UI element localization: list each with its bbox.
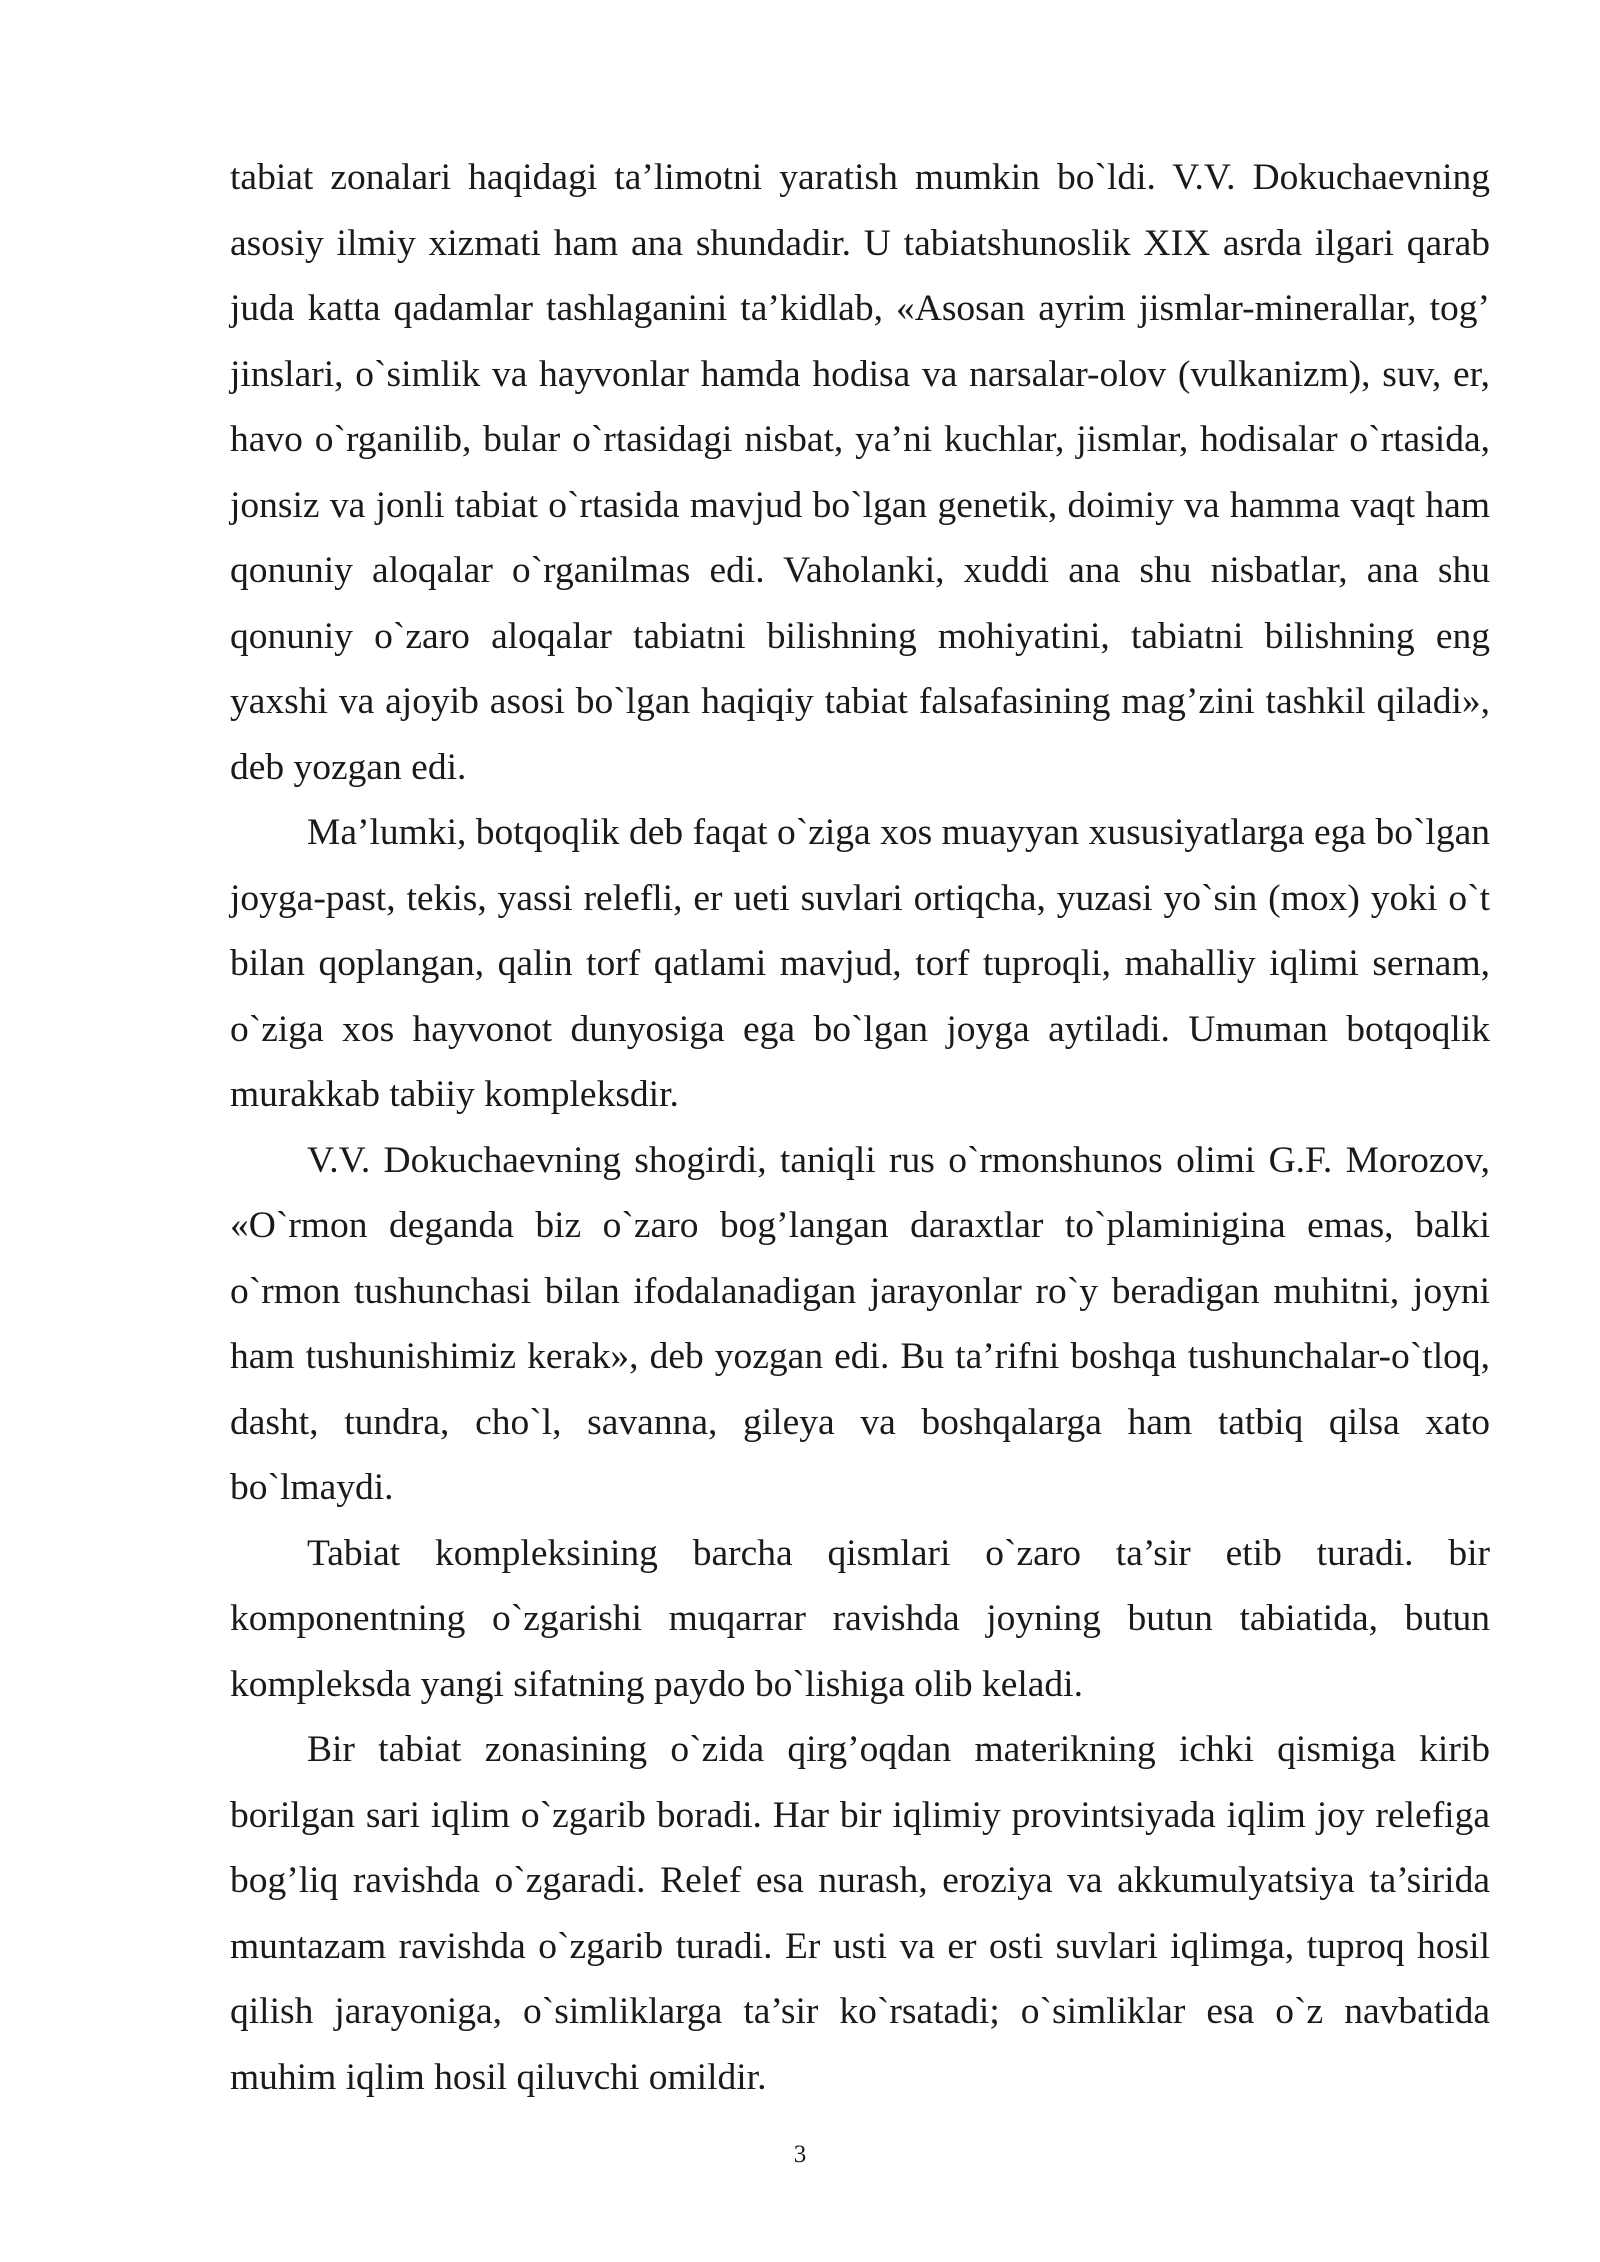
- paragraph-2: Ma’lumki, botqoqlik deb faqat o`ziga xos muayyan xususiyatlarga ega bo`lgan joyga-past, tekis, yassi relefli, er ueti suvlari ortiqcha, yuzasi yo`sin (mox) yoki o`t bilan qoplangan, qalin torf qatlami mavjud, torf tuproqli, mahalliy iqlimi sernam, o`ziga xos hayvonot dunyosiga ega bo`lgan joyga aytiladi. Umuman botqoqlik murakkab tabiiy kompleksdir.: [230, 812, 1490, 1115]
- paragraph-1: tabiat zonalari haqidagi ta’limotni yaratish mumkin bo`ldi. V.V. Dokuchaevning asosiy ilmiy xizmati ham ana shundadir. U tabiatshunoslik XIX asrda ilgari qarab juda katta qadamlar tashlaganini ta’kidlab, «Asosan ayrim jismlar-minerallar, tog’ jinslari, o`simlik va hayvonlar hamda hodisa va narsalar-olov (vulkanizm), suv, er, havo o`rganilib, bular o`rtasidagi nisbat, ya’ni kuchlar, jismlar, hodisalar o`rtasida, jonsiz va jonli tabiat o`rtasida mavjud bo`lgan genetik, doimiy va hamma vaqt ham qonuniy aloqalar o`rganilmas edi. Vaholanki, xuddi ana shu nisbatlar, ana shu qonuniy o`zaro aloqalar tabiatni bilishning mohiyatini, tabiatni bilishning eng yaxshi va ajoyib asosi bo`lgan haqiqiy tabiat falsafasining mag’zini tashkil qiladi», deb yozgan edi.: [230, 157, 1490, 788]
- paragraph-5: Bir tabiat zonasining o`zida qirg’oqdan materikning ichki qismiga kirib borilgan sari iqlim o`zgarib boradi. Har bir iqlimiy provintsiyada iqlim joy relefiga bog’liq ravishda o`zgaradi. Relef esa nurash, eroziya va akkumulyatsiya ta’sirida muntazam ravishda o`zgarib turadi. Er usti va er osti suvlari iqlimga, tuproq hosil qilish jarayoniga, o`simliklarga ta’sir ko`rsatadi; o`simliklar esa o`z navbatida muhim iqlim hosil qiluvchi omildir.: [230, 1729, 1490, 2098]
- page-body: [230, 145, 1490, 2110]
- page-number: 3: [793, 2141, 807, 2168]
- paragraph-3: V.V. Dokuchaevning shogirdi, taniqli rus o`rmonshunos olimi G.F. Morozov, «O`rmon deganda biz o`zaro bog’langan daraxtlar to`plaminigina emas, balki o`rmon tushunchasi bilan ifodalanadigan jarayonlar ro`y beradigan muhitni, joyni ham tushunishimiz kerak», deb yozgan edi. Bu ta’rifni boshqa tushunchalar-o`tloq, dasht, tundra, cho`l, savanna, gileya va boshqalarga ham tatbiq qilsa xato bo`lmaydi.: [230, 1139, 1490, 1508]
- paragraph-4: Tabiat kompleksining barcha qismlari o`zaro ta’sir etib turadi. bir komponentning o`zgarishi muqarrar ravishda joyning butun tabiatida, butun kompleksda yangi sifatning paydo bo`lishiga olib keladi.: [230, 1532, 1490, 1705]
